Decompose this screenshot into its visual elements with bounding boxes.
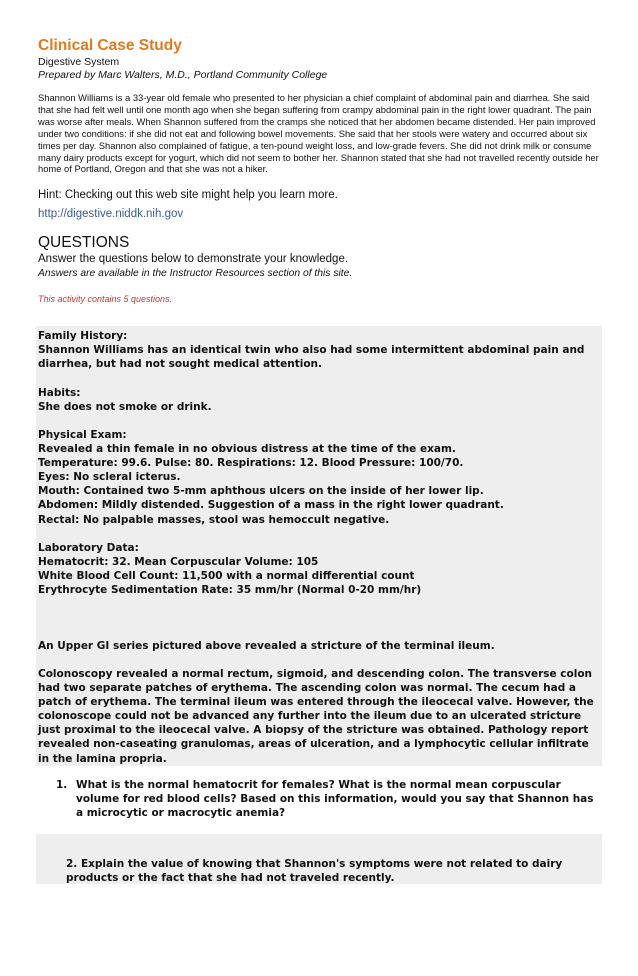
habits-text: She does not smoke or drink. <box>38 401 212 414</box>
colonoscopy-text: Colonoscopy revealed a normal rectum, sigmoid, and descending colon. The transverse colon had two separate patches of erythema. The ascending colon was normal. The cecum had a patch of erythema. The terminal ileum was entered through the ileocecal valve. However, the colonoscope could not be advanced any further into the ileum due to an ulcerated stricture just proximal to the ileocecal valve. A biopsy of the stricture was obtained. Pathology report revealed non-caseating granulomas, areas of ulceration, and a lymphocytic cellular infiltrate in the lamina propria. <box>38 668 594 765</box>
question-item: 2. Explain the value of knowing that Shannon's symptoms were not related to dairy products or the fact that she had not traveled recently. <box>66 858 563 885</box>
lab-data-line: White Blood Cell Count: 11,500 with a normal differential count <box>38 570 415 583</box>
upper-gi-text: An Upper GI series pictured above revealed a stricture of the terminal ileum. <box>38 640 495 652</box>
case-description: Shannon Williams is a 33-year old female who presented to her physician a chief complaint of abdominal pain and diarrhea. She said that she had felt well until one month ago when she began suffering from crampy abdominal pain in the right lower quadrant. The pain was worse after meals. When Shannon suffered from the cramps she noticed that her abdomen became distended. Her pain improved under two conditions: if she did not eat and following bowel movements. She said that her stools were watery and occurred about six times per day. Shannon also complained of fatigue, a ten-pound weight loss, and low-grade fevers. She did not drink milk or consume many dairy products except for yogurt, which did not seem to bother her. Shannon stated that she had not travelled recently outside her home of Portland, Oregon and that she was not a hiker. <box>38 92 599 175</box>
habits-section <box>38 386 600 414</box>
hint-text: Hint: Checking out this web site might help you learn more. <box>38 189 338 202</box>
page-title: Clinical Case Study <box>38 37 182 54</box>
family-history-text: Shannon Williams has an identical twin who also had some intermittent abdominal pain and diarrhea, but had not sought medical attention. <box>38 344 585 371</box>
habits-label: Habits: <box>38 387 81 399</box>
question-text: What is the normal hematocrit for females? What is the normal mean corpuscular volume for red blood cells? Based on this information, would you say that Shannon has a microcytic or macrocytic anemia? <box>76 779 594 820</box>
questions-instruction: Answer the questions below to demonstrate your knowledge. <box>38 253 349 266</box>
physical-exam-section <box>38 428 600 527</box>
physical-exam-line: Revealed a thin female in no obvious distress at the time of the exam. <box>38 443 456 456</box>
physical-exam-line: Rectal: No palpable masses, stool was hemoccult negative. <box>38 513 390 526</box>
physical-exam-line: Eyes: No scleral icterus. <box>38 471 181 484</box>
author-line: Prepared by Marc Walters, M.D., Portland Community College <box>38 69 328 81</box>
answers-note: Answers are available in the Instructor Resources section of this site. <box>38 268 353 280</box>
family-history-section <box>38 329 600 371</box>
lab-data-section <box>38 541 600 597</box>
physical-exam-line: Mouth: Contained two 5-mm aphthous ulcers on the inside of her lower lip. <box>38 485 484 498</box>
physical-exam-line: Abdomen: Mildly distended. Suggestion of a mass in the right lower quadrant. <box>38 499 504 512</box>
question-item <box>56 778 602 820</box>
family-history-label: Family History: <box>38 330 128 342</box>
physical-exam-line: Temperature: 99.6. Pulse: 80. Respirations: 12. Blood Pressure: 100/70. <box>38 457 464 470</box>
questions-heading: QUESTIONS <box>38 234 130 252</box>
resource-link[interactable]: http://digestive.niddk.nih.gov <box>38 208 184 221</box>
lab-data-line: Erythrocyte Sedimentation Rate: 35 mm/hr (Normal 0-20 mm/hr) <box>38 584 422 597</box>
case-header <box>38 36 600 305</box>
question-count: This activity contains 5 questions. <box>38 294 173 305</box>
physical-exam-label: Physical Exam: <box>38 429 127 441</box>
subject-line: Digestive System <box>38 56 120 68</box>
lab-data-line: Hematocrit: 32. Mean Corpuscular Volume: 105 <box>38 556 319 569</box>
lab-data-label: Laboratory Data: <box>38 542 139 554</box>
question-number: 1. <box>56 779 68 791</box>
